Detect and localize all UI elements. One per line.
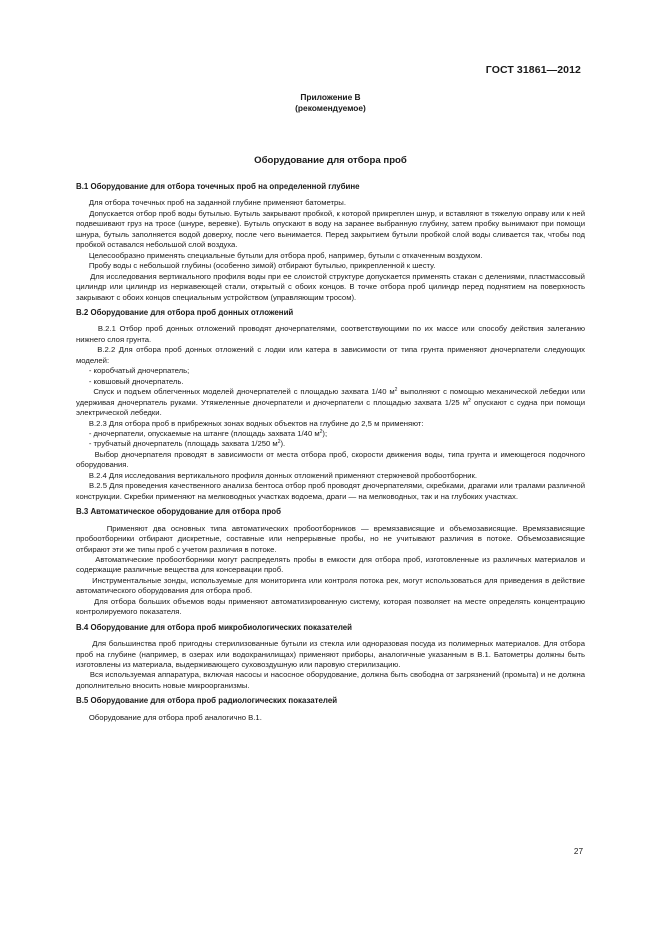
- list-item: [76, 366, 585, 376]
- paragraph: [76, 450, 585, 471]
- paragraph-text: Пробу воды с небольшой глубины (особенно зимой) отбирают бутылью, прикрепленной к шесту.: [88, 261, 436, 271]
- paragraph: [76, 555, 585, 576]
- appendix-heading: [0, 92, 661, 114]
- paragraph-text: Для исследования вертикального профиля воды при ее слоистой структуре допускается применять стакан с делениями, пластмассовый цилиндр или цилиндр из нержавеющей стали, открытый с обоих концов. В точке отбора проб цилиндр перед поднятием на поверхность закрывают с обоих концов специальным устройством (управляющим тросом).: [76, 271, 585, 302]
- list-item-text: ).: [280, 439, 286, 449]
- paragraph: [76, 324, 585, 345]
- paragraph-text: Для отбора точечных проб на заданной глубине применяют батометры.: [88, 198, 346, 208]
- paragraph: [76, 345, 585, 366]
- paragraph-text: Применяют два основных типа автоматических пробоотборников — времязависящие и объемозависящие. Времязависящие пробоотборники отбирают дискретные, составные или непрерывные пробы, но не учитывают различия в потоке. Объемозависящие отбирают эти же типы проб с учетом различия в потоке.: [76, 523, 585, 554]
- paragraph: [76, 524, 585, 555]
- paragraph: [76, 209, 585, 251]
- paragraph-text: Целесообразно применять специальные бутыли для отбора проб, например, бутыли с откаченным воздухом.: [88, 250, 483, 260]
- paragraph: [76, 639, 585, 670]
- list-item: [76, 439, 585, 449]
- section-heading-b2: В.2 Оборудование для отбора проб донных отложений: [76, 307, 294, 317]
- standard-number: ГОСТ 31861—2012: [485, 64, 581, 76]
- paragraph-text: опускают с судна при помощи электрической лебедки.: [76, 397, 585, 418]
- appendix-title: Приложение В: [300, 92, 361, 102]
- list-item: [76, 429, 585, 439]
- paragraph: [76, 198, 585, 208]
- superscript: 2: [319, 428, 323, 435]
- paragraph-text: В.2.1 Отбор проб донных отложений проводят дночерпателями, соответствующими по их массе или способу действия залеганию нижнего слоя грунта.: [76, 324, 585, 344]
- paragraph: [76, 471, 585, 481]
- paragraph-text: Для отбора больших объемов воды применяют автоматизированную систему, которая позволяет на месте определять концентрацию контролируемого показателя.: [76, 596, 585, 617]
- paragraph: [76, 387, 585, 418]
- paragraph-text: В.2.2 Для отбора проб донных отложений с лодки или катера в зависимости от типа грунта применяют дночерпатели следующих моделей:: [76, 345, 585, 365]
- superscript: 2: [277, 439, 281, 446]
- list-item-text: );: [322, 428, 328, 438]
- paragraph-text: В.2.5 Для проведения качественного анализа бентоса отбор проб проводят дночерпателями, скребками, драгами или тралами различной конструкции. Скребки применяют на мелководных участках водоема, драги — на мелководных, так и на глубоких участках.: [76, 481, 585, 501]
- list-item: [76, 377, 585, 387]
- paragraph: [76, 419, 585, 429]
- section-heading-b3: В.3 Автоматическое оборудование для отбора проб: [76, 507, 281, 517]
- list-item-text: - ковшовый дночерпатель.: [88, 376, 184, 386]
- page-number: 27: [573, 847, 583, 856]
- paragraph: [76, 251, 585, 261]
- paragraph-text: Инструментальные зонды, используемые для мониторинга или контроля потока рек, могут использоваться для приведения в действие автоматического оборудования для отбора проб.: [76, 575, 585, 596]
- list-item-text: - дночерпатели, опускаемые на штанге (площадь захвата 1/40 м: [88, 428, 320, 438]
- paragraph-text: Выбор дночерпателя проводят в зависимости от места отбора проб, скорости движения воды, типа грунта и имеющегося подочного оборудования.: [76, 449, 585, 470]
- paragraph-text: Оборудование для отбора проб аналогично В.1.: [88, 712, 262, 722]
- list-item-text: - коробчатый дночерпатель;: [88, 366, 190, 376]
- document-title: Оборудование для отбора проб: [254, 155, 407, 166]
- paragraph-text: Вся используемая аппаратура, включая насосы и насосное оборудование, должна быть свободна от загрязнений (промыта) и не должна дополнительно вносить новые микроорганизмы.: [76, 670, 585, 690]
- paragraph-text: Допускается отбор проб воды бутылью. Бутыль закрывают пробкой, к которой прикреплен шнур, и вставляют в тяжелую оправу или к ней подвешивают груз на тросе (шнуре, веревке). Бутыль опускают в воду на заранее выбранную глубину, затем пробку вынимают при помощи шнура, бутыль заполняется водой доверху, после чего вынимается. Перед закрытием бутыли пробкой слой воды сливается так, чтобы под пробкой оставался небольшой слой воздуха.: [76, 208, 585, 250]
- section-heading-b5: В.5 Оборудование для отбора проб радиологических показателей: [76, 696, 338, 706]
- paragraph: [76, 481, 585, 502]
- section-heading-b4: В.4 Оборудование для отбора проб микробиологических показателей: [76, 622, 352, 632]
- paragraph-text: Для большинства проб пригодны стерилизованные бутыли из стекла или одноразовая посуда из полимерных материалов. Для отбора проб на глубине (например, в озерах или водохранилищах) применяют приборы, аналогичные указанным в В.1. Батометры должны быть изготовлены из материала, выдерживающего суховоздушную или паровую стерилизацию.: [76, 639, 585, 670]
- superscript: 2: [394, 387, 398, 394]
- paragraph: [76, 670, 585, 691]
- paragraph: [76, 261, 585, 271]
- section-heading-b1: В.1 Оборудование для отбора точечных проб на определенной глубине: [76, 182, 360, 191]
- paragraph: [76, 713, 585, 723]
- list-item-text: - трубчатый дночерпатель (площадь захвата 1/250 м: [88, 439, 278, 449]
- paragraph: [76, 576, 585, 597]
- paragraph-text: В.2.3 Для отбора проб в прибрежных зонах водных объектов на глубине до 2,5 м применяют:: [88, 418, 424, 428]
- paragraph: [76, 272, 585, 303]
- paragraph-text: выполняют с помощью механической лебедки или удерживая дночерпатель руками. Утяжеленные дночерпатели и дночерпатели с площадью захвата 1/25 м: [76, 387, 585, 407]
- paragraph-text: В.2.4 Для исследования вертикального профиля донных отложений применяют стержневой пробоотборник.: [88, 470, 478, 480]
- appendix-note: (рекомендуемое): [295, 103, 366, 113]
- paragraph-text: Автоматические пробоотборники могут распределять пробы в емкости для отбора проб, изготовленные из различных материалов и содержащие различные вещества для консервации проб.: [76, 554, 585, 575]
- paragraph-text: Спуск и подъем облегченных моделей дночерпателей с площадью захвата 1/40 м: [93, 387, 395, 397]
- document-body: [76, 182, 585, 723]
- paragraph: [76, 597, 585, 618]
- superscript: 2: [468, 397, 471, 404]
